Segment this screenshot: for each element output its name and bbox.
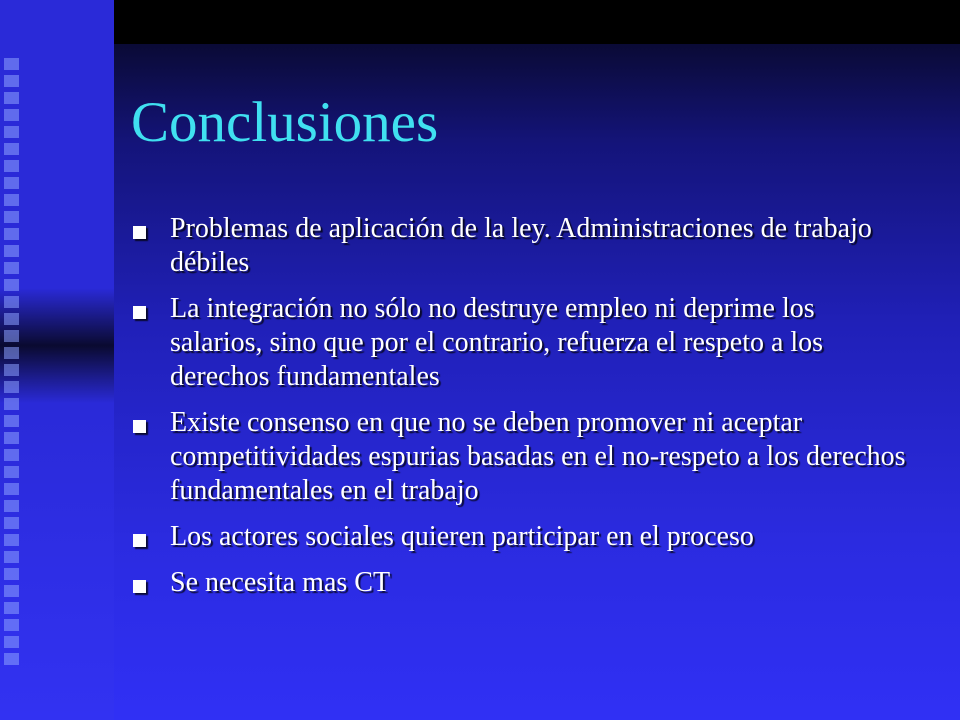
bullet-list <box>131 212 911 612</box>
square-strip-icon <box>4 500 19 512</box>
bullet-item <box>131 212 911 280</box>
square-strip-icon <box>4 483 19 495</box>
square-bullet-icon <box>133 580 146 593</box>
square-strip-icon <box>4 228 19 240</box>
square-strip-icon <box>4 211 19 223</box>
bullet-text: Se necesita mas CT <box>170 567 391 598</box>
square-strip-icon <box>4 653 19 665</box>
square-strip-icon <box>4 364 19 376</box>
slide-title: Conclusiones <box>131 91 439 154</box>
square-strip-icon <box>4 279 19 291</box>
square-strip-icon <box>4 92 19 104</box>
bullet-item <box>131 566 911 600</box>
square-strip-icon <box>4 126 19 138</box>
square-strip-icon <box>4 636 19 648</box>
square-bullet-icon <box>133 306 146 319</box>
bullet-text: Los actores sociales quieren participar en el proceso <box>170 521 754 552</box>
decorative-squares <box>4 58 26 670</box>
bullet-item <box>131 406 911 508</box>
square-strip-icon <box>4 296 19 308</box>
square-strip-icon <box>4 432 19 444</box>
square-strip-icon <box>4 415 19 427</box>
left-decorative-strip <box>0 0 114 720</box>
square-strip-icon <box>4 177 19 189</box>
square-strip-icon <box>4 449 19 461</box>
square-strip-icon <box>4 313 19 325</box>
square-strip-icon <box>4 109 19 121</box>
square-bullet-icon <box>133 534 146 547</box>
square-strip-icon <box>4 619 19 631</box>
square-strip-icon <box>4 330 19 342</box>
bullet-item <box>131 292 911 394</box>
bullet-text: Existe consenso en que no se deben promover ni aceptar competitividades espurias basadas en el no-respeto a los derechos fundamentales en el trabajo <box>170 407 906 506</box>
square-strip-icon <box>4 551 19 563</box>
square-strip-icon <box>4 517 19 529</box>
square-bullet-icon <box>133 420 146 433</box>
bullet-text: La integración no sólo no destruye empleo ni deprime los salarios, sino que por el contrario, refuerza el respeto a los derechos fundamentales <box>170 293 824 392</box>
square-strip-icon <box>4 245 19 257</box>
square-strip-icon <box>4 75 19 87</box>
square-strip-icon <box>4 585 19 597</box>
square-strip-icon <box>4 347 19 359</box>
square-strip-icon <box>4 602 19 614</box>
square-strip-icon <box>4 262 19 274</box>
bullet-item <box>131 520 911 554</box>
top-bar <box>114 0 960 44</box>
square-strip-icon <box>4 194 19 206</box>
bullet-text: Problemas de aplicación de la ley. Administraciones de trabajo débiles <box>170 213 872 278</box>
square-strip-icon <box>4 534 19 546</box>
square-strip-icon <box>4 58 19 70</box>
square-strip-icon <box>4 466 19 478</box>
square-strip-icon <box>4 568 19 580</box>
square-strip-icon <box>4 398 19 410</box>
square-strip-icon <box>4 143 19 155</box>
square-bullet-icon <box>133 226 146 239</box>
square-strip-icon <box>4 381 19 393</box>
square-strip-icon <box>4 160 19 172</box>
